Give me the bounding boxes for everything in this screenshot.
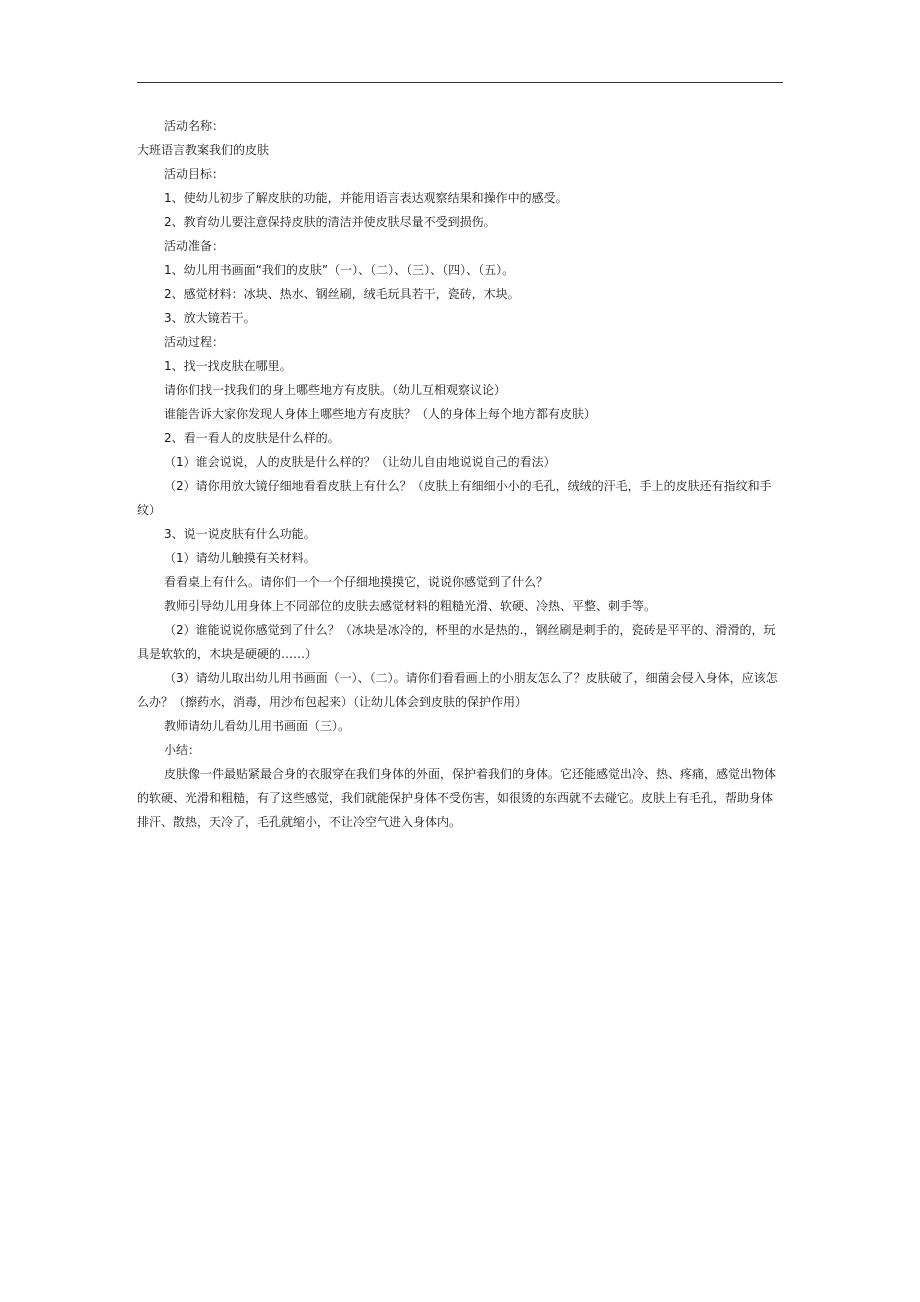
preparation-item: 3、放大镜若干。	[164, 311, 256, 325]
process-paragraph: （3）请幼儿取出幼儿用书画面（一）、（二）。请你们看看画上的小朋友怎么了？皮肤破了，细菌会侵入身体，应该怎么办？（擦药水，消毒，用沙布包起来）（让幼儿体会到皮肤的保护作用）	[137, 671, 778, 709]
process-paragraph: （2）谁能说说你感觉到了什么？（冰块是冰冷的，杯里的水是热的.，钢丝刷是刺手的，瓷砖是平平的、滑滑的，玩具是软软的，木块是硬硬的……）	[137, 623, 776, 661]
summary-paragraph: 皮肤像一件最贴紧最合身的衣服穿在我们身体的外面，保护着我们的身体。它还能感觉出冷、热、疼痛，感觉出物体的软硬、光滑和粗糙，有了这些感觉，我们就能保护身体不受伤害，如很烫的东西就不去碰它。皮肤上有毛孔，帮助身体排汗、散热，天冷了，毛孔就缩小，不让冷空气进入身体内。	[137, 767, 777, 829]
goal-item: 1、使幼儿初步了解皮肤的功能，并能用语言表达观察结果和操作中的感受。	[164, 191, 568, 205]
process-step: 3、说一说皮肤有什么功能。	[164, 527, 316, 541]
process-paragraph: 教师请幼儿看幼儿用书画面（三）。	[164, 719, 351, 733]
preparation-item: 1、幼儿用书画面“我们的皮肤”（一）、（二）、（三）、（四）、（五）。	[164, 263, 515, 277]
preparation-heading: 活动准备：	[164, 239, 225, 253]
activity-name-heading: 活动名称：	[164, 119, 225, 133]
document-body	[137, 114, 783, 834]
process-heading: 活动过程：	[164, 335, 225, 349]
process-paragraph: 谁能告诉大家你发现人身体上哪些地方有皮肤？（人的身体上每个地方都有皮肤）	[164, 407, 597, 421]
process-step: 2、看一看人的皮肤是什么样的。	[164, 431, 340, 445]
process-step: 1、找一找皮肤在哪里。	[164, 359, 292, 373]
process-paragraph: （1）谁会说说，人的皮肤是什么样的？（让幼儿自由地说说自己的看法）	[164, 455, 556, 469]
process-paragraph: 教师引导幼儿用身体上不同部位的皮肤去感觉材料的粗糙光滑、软硬、冷热、平整、刺手等。	[164, 599, 657, 613]
process-paragraph: 看看桌上有什么。请你们一个一个仔细地摸摸它，说说你感觉到了什么？	[164, 575, 549, 589]
summary-heading: 小结：	[164, 743, 201, 757]
preparation-item: 2、感觉材料：冰块、热水、钢丝刷，绒毛玩具若干，瓷砖，木块。	[164, 287, 520, 301]
process-paragraph: 请你们找一找我们的身上哪些地方有皮肤。（幼儿互相观察议论）	[164, 383, 507, 397]
goals-heading: 活动目标：	[164, 167, 225, 181]
goal-item: 2、教育幼儿要注意保持皮肤的清洁并使皮肤尽量不受到损伤。	[164, 215, 496, 229]
header-rule	[137, 82, 783, 83]
activity-title: 大班语言教案我们的皮肤	[137, 143, 270, 157]
process-paragraph: （1）请幼儿触摸有关材料。	[164, 551, 316, 565]
process-paragraph: （2）请你用放大镜仔细地看看皮肤上有什么？（皮肤上有细细小小的毛孔，绒绒的汗毛，手上的皮肤还有指纹和手纹）	[137, 479, 772, 517]
